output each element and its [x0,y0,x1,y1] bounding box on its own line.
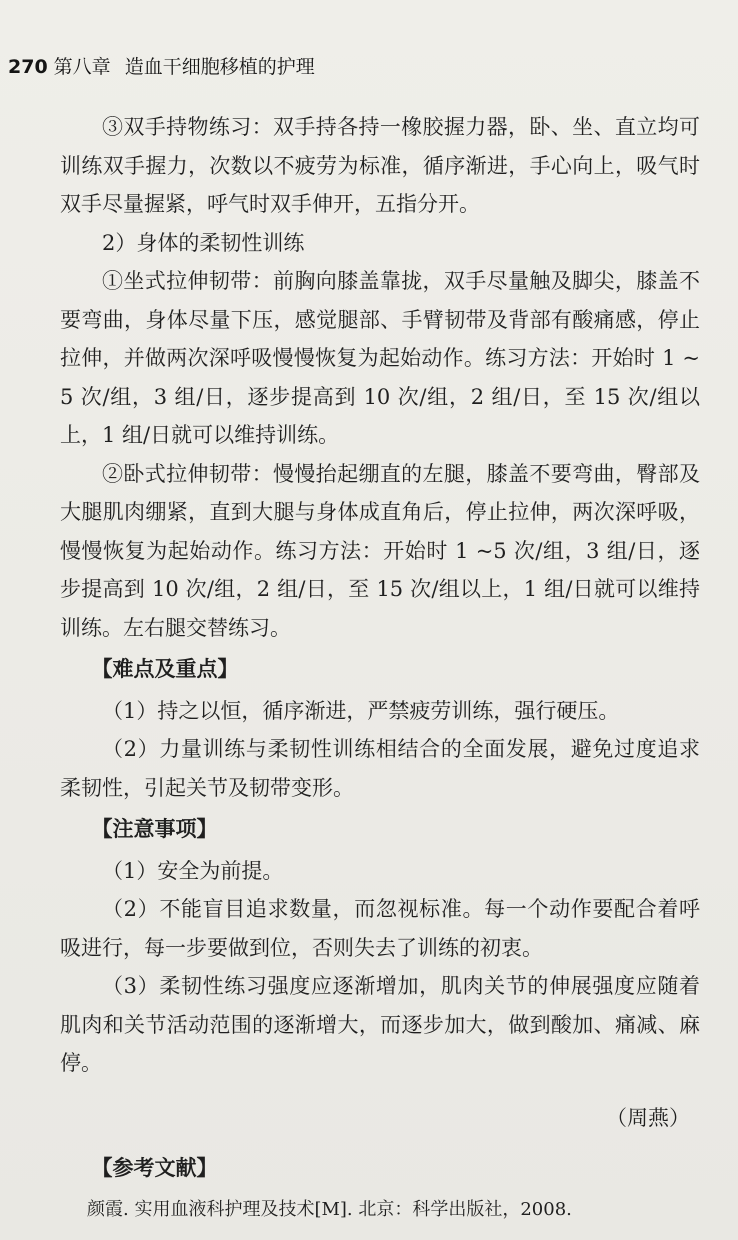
paragraph-grip-exercise: ③双手持物练习：双手持各持一橡胶握力器，卧、坐、直立均可训练双手握力，次数以不疲劳为标准，循序渐进，手心向上，吸气时双手尽量握紧，呼气时双手伸开，五指分开。 [60,115,700,216]
paragraph-seated-stretch: ①坐式拉伸韧带：前胸向膝盖靠拢，双手尽量触及脚尖，膝盖不要弯曲，身体尽量下压，感觉腿部、手臂韧带及背部有酸痛感，停止拉伸，并做两次深呼吸慢慢恢复为起始动作。练习方法：开始时 1 ~ 5 次/组，3 组/日，逐步提高到 10 次/组，2 组/日，至 15 次/组以上，1 组/日就可以维持训练。 [60,269,700,447]
list-item: （1）持之以恒，循序渐进，严禁疲劳训练，强行硬压。 [102,698,620,723]
reference-item: 颜霞. 实用血液科护理及技术[M]. 北京：科学出版社，2008. [87,1198,572,1220]
subheading-flexibility: 2）身体的柔韧性训练 [102,230,305,255]
author-signature: （周燕） [606,1105,690,1130]
list-item: （1）安全为前提。 [102,858,284,883]
heading-references: 【参考文献】 [91,1156,218,1180]
paragraph-lying-stretch: ②卧式拉伸韧带：慢慢抬起绷直的左腿，膝盖不要弯曲，臀部及大腿肌肉绷紧，直到大腿与身体成直角后，停止拉伸，两次深呼吸，慢慢恢复为起始动作。练习方法：开始时 1 ~5 次/组，3 组/日，逐步提高到 10 次/组，2 组/日，至 15 次/组以上，1 组/日就可以维持训练。左右腿交替练习。 [60,461,700,640]
chapter-title: 造血干细胞移植的护理 [124,56,315,78]
page-number: 270 [8,56,48,78]
running-header [8,52,315,79]
page-body [60,108,700,1229]
list-item: （2）不能盲目追求数量，而忽视标准。每一个动作要配合着呼吸进行，每一步要做到位，否则失去了训练的初衷。 [60,897,700,960]
chapter-label: 第八章 [53,56,111,78]
list-item: （2）力量训练与柔韧性训练相结合的全面发展，避免过度追求柔韧性，引起关节及韧带变形。 [60,737,700,800]
heading-precautions: 【注意事项】 [91,817,218,841]
list-item: （3）柔韧性练习强度应逐渐增加，肌肉关节的伸展强度应随着肌肉和关节活动范围的逐渐增大，而逐步加大，做到酸加、痛减、麻停。 [60,974,700,1075]
heading-difficulties: 【难点及重点】 [91,657,239,681]
